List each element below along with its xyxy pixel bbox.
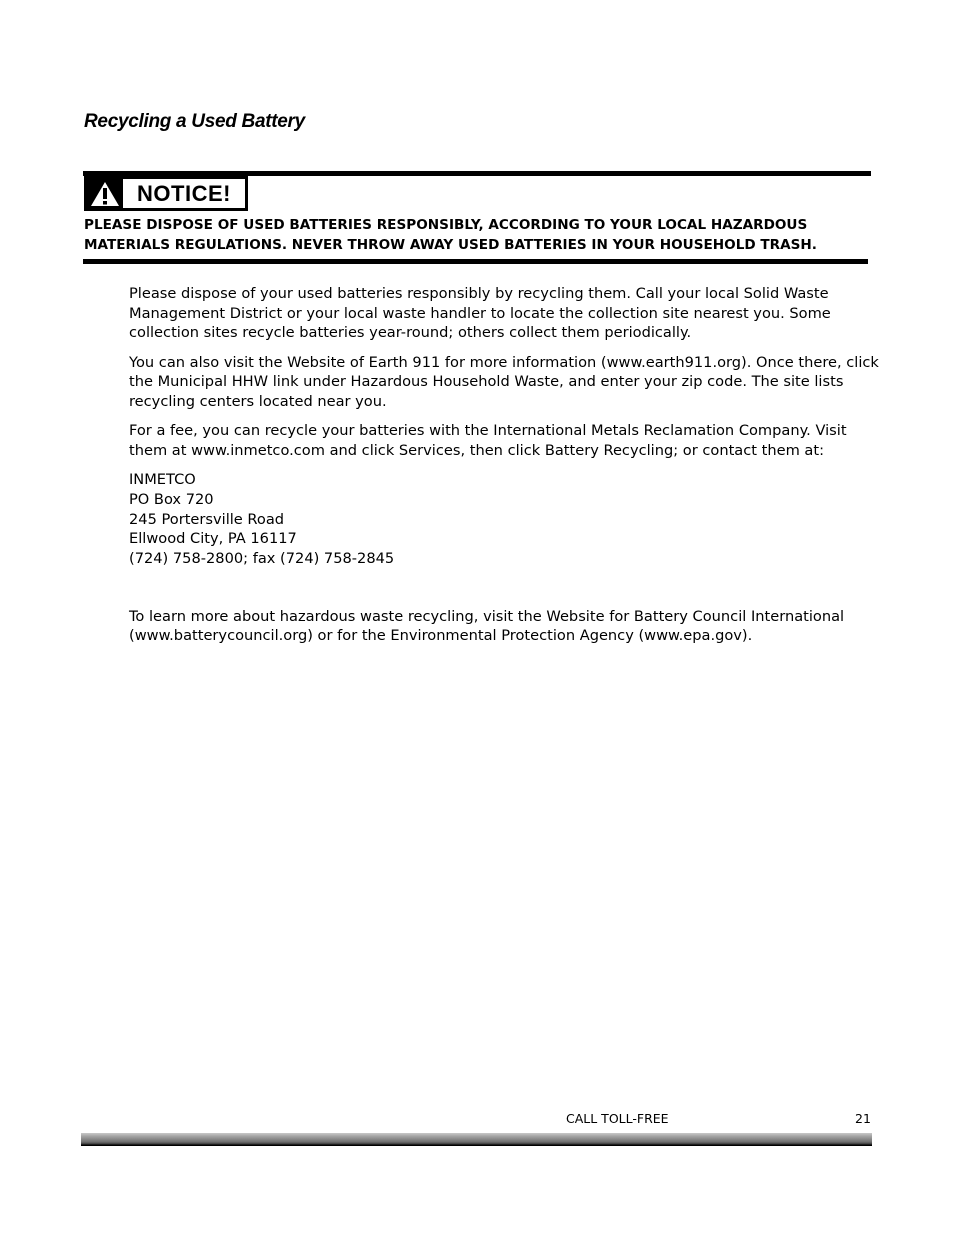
- notice-badge: [84, 176, 248, 211]
- address-phone: (724) 758-2800; fax (724) 758-2845: [129, 549, 395, 567]
- paragraph-earth911: You can also visit the Website of Earth 911 for more information (www.earth911.org). Once there, click the Municipal HHW link under Hazardous Household Waste, and enter your zip code. The site lists recycling centers located near you.: [129, 353, 879, 411]
- notice-text: [84, 215, 874, 255]
- address-po-box: PO Box 720: [129, 490, 214, 508]
- address-city: Ellwood City, PA 16117: [129, 530, 297, 548]
- body-content: [129, 284, 889, 656]
- inmetco-address: [129, 470, 889, 569]
- notice-label: NOTICE!: [123, 179, 245, 208]
- footer-bar: [81, 1133, 872, 1146]
- address-name: INMETCO: [129, 471, 196, 489]
- notice-bottom-rule: [83, 259, 868, 264]
- paragraph-more-info: To learn more about hazardous waste recycling, visit the Website for Battery Council International (www.batterycouncil.org) or for the Environmental Protection Agency (www.epa.gov).: [129, 607, 845, 645]
- footer-label: CALL TOLL-FREE: [566, 1111, 669, 1126]
- notice-text-line: MATERIALS REGULATIONS. NEVER THROW AWAY USED BATTERIES IN YOUR HOUSEHOLD TRASH.: [84, 237, 817, 253]
- page-number: 21: [855, 1111, 871, 1126]
- address-street: 245 Portersville Road: [129, 510, 285, 528]
- paragraph-collection-sites: Please dispose of your used batteries responsibly by recycling them. Call your local Solid Waste Management District or your local waste handler to locate the collection site nearest you. Some collection sites recycle batteries year-round; others collect them periodically.: [129, 285, 831, 342]
- notice-text-line: PLEASE DISPOSE OF USED BATTERIES RESPONSIBLY, ACCORDING TO YOUR LOCAL HAZARDOUS: [84, 217, 808, 233]
- section-heading: Recycling a Used Battery: [84, 111, 305, 132]
- warning-triangle-icon: [87, 179, 123, 208]
- paragraph-inmetco: For a fee, you can recycle your batteries with the International Metals Reclamation Company. Visit them at www.inmetco.com and click Services, then click Battery Recycling; or contact them at:: [129, 422, 847, 459]
